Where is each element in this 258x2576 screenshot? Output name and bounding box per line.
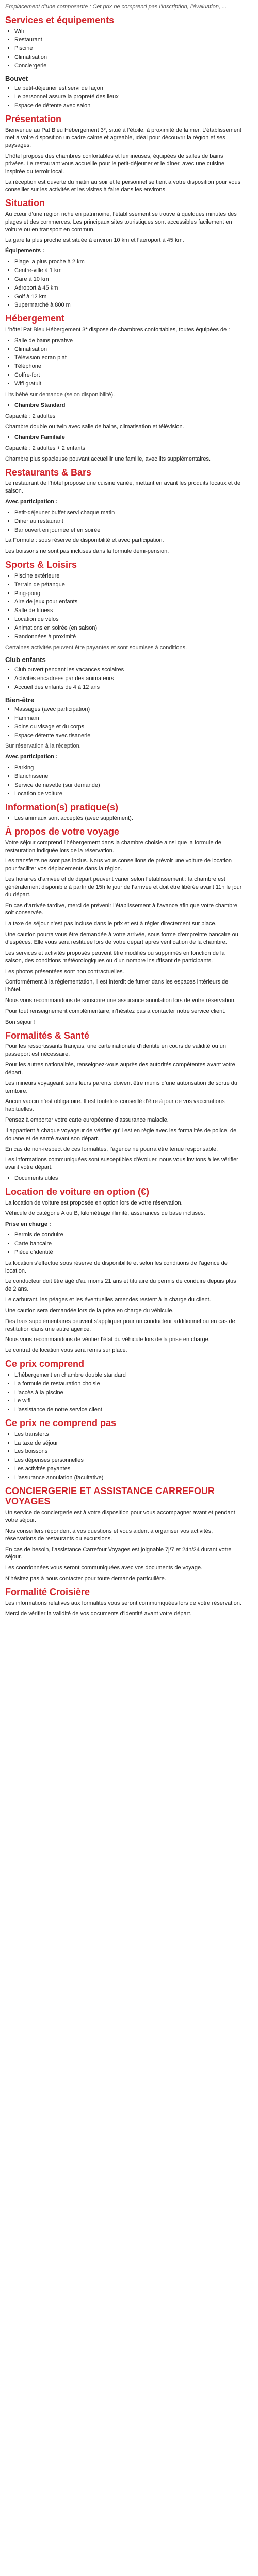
bouvet-list [5,84,243,110]
paragraph: L’hôtel Pat Bleu Hébergement 3* dispose de chambres confortables, toutes équipées de : [5,326,230,333]
paragraph: Les photos présentées sont non contractuelles. [5,968,124,975]
list-item: • Petit-déjeuner buffet servi chaque matin [14,509,243,517]
list-item: • Climatisation [14,54,243,61]
paragraph: Le contrat de location vous sera remis sur place. [5,1347,127,1354]
list-item: • Wifi [14,28,243,36]
paragraph: Les informations communiquées sont susceptibles d’évoluer, nous vous invitons à les vérifier avant votre départ. [5,1157,238,1171]
list-item: • Club ouvert pendant les vacances scolaires [14,666,243,674]
paragraph: La gare la plus proche est située à environ 10 km et l’aéroport à 45 km. [5,237,184,244]
section-title-sports: Sports & Loisirs [5,560,77,570]
list-item: • Supermarché à 800 m [14,301,243,309]
list-item: • Gare à 10 km [14,276,243,283]
section-title-restaurants: Restaurants & Bars [5,467,92,478]
section-title-conciergerie: CONCIERGERIE ET ASSISTANCE CARREFOUR VOYAGES [5,1485,215,1507]
enfants-list [5,666,243,691]
list-item: • Les transferts [14,1431,243,1438]
list-item: • Aéroport à 45 km [14,284,243,292]
list-item: • Téléphone [14,363,243,370]
paragraph: Bon séjour ! [5,1019,36,1025]
infos-list [5,815,243,822]
paragraph: Merci de vérifier la validité de vos documents d’identité avant votre départ. [5,1611,192,1617]
list-item: • Location de voiture [14,790,243,798]
paragraph: Pour tout renseignement complémentaire, n’hésitez pas à contacter notre service client. [5,1008,226,1014]
paragraph: Nos conseillers répondent à vos questions et vous aident à organiser vos activités, réservations de restaurants ou excursions. [5,1528,213,1542]
paragraph: Une caution pourra vous être demandée à votre arrivée, sous forme d’empreinte bancaire ou d’espèces. Elle vous sera restituée lors de votre départ après vérification de la chambre. [5,931,238,946]
list-item: • Chambre Standard [14,402,243,410]
section-title-apropos: À propos de votre voyage [5,826,120,837]
list-item: • Piscine [14,45,243,53]
list-item: • Les activités payantes [14,1465,243,1473]
list-item: • La taxe de séjour [14,1439,243,1447]
list-item: • Documents utiles [14,1175,243,1182]
necomprend-list [5,1431,243,1482]
section-title-presentation: Présentation [5,113,62,124]
section-title-location: Location de voiture en option (€) [5,1186,149,1197]
paragraph: Le carburant, les péages et les éventuelles amendes restent à la charge du client. [5,1297,211,1303]
list-item: • Le wifi [14,1397,243,1405]
aussi-list [5,764,243,798]
note: Sur réservation à la réception. [5,743,81,750]
list-item: • L’accès à la piscine [14,1389,243,1397]
paragraph: La Formule : sous réserve de disponibilité et avec participation. [5,537,164,544]
paragraph: Au cœur d’une région riche en patrimoine, l’établissement se trouve à quelques minutes des plages et des commerces. Les principaux sites touristiques sont accessibles facilement en voiture ou en transport en commun. [5,211,237,233]
section-title-hebergement: Hébergement [5,313,65,324]
restaurants-list [5,509,243,534]
paragraph: Les services et activités proposés peuvent être modifiés ou supprimés en fonction de la saison, des conditions météorologiques ou d’un nombre insuffisant de participants. [5,950,225,964]
list-item: • Salle de bains privative [14,337,243,345]
paragraph: Le conducteur doit être âgé d’au moins 21 ans et titulaire du permis de conduire depuis plus de 2 ans. [5,1278,236,1293]
paragraph: En cas de besoin, l’assistance Carrefour Voyages est joignable 7j/7 et 24h/24 durant votre séjour. [5,1546,232,1561]
paragraph: Les boissons ne sont pas incluses dans la formule demi-pension. [5,548,169,555]
paragraph: L’hôtel propose des chambres confortables et lumineuses, équipées de salles de bains privées. Le restaurant vous accueille pour le petit-déjeuner et le dîner, avec une cuisine inspirée du terroir local. [5,153,224,175]
list-item: • Le personnel assure la propreté des lieux [14,93,243,101]
list-item: • Activités encadrées par des animateurs [14,675,243,683]
paragraph: En cas de non-respect de ces formalités, l’agence ne pourra être tenue responsable. [5,1146,218,1153]
list-item: • Location de vélos [14,616,243,623]
list-item: • Parking [14,764,243,772]
paragraph: La location de voiture est proposée en option lors de votre réservation. [5,1199,183,1206]
bienetre-list [5,706,243,739]
paragraph: Pour les ressortissants français, une carte nationale d’identité en cours de validité ou un passeport est nécessaire. [5,1043,227,1058]
paragraph: Capacité : 2 adultes + 2 enfants [5,445,86,452]
paragraph: Aucun vaccin n’est obligatoire. Il est toutefois conseillé d’être à jour de vos vaccinations habituelles. [5,1098,225,1113]
list-item: • Soins du visage et du corps [14,723,243,731]
list-item: • Espace de détente avec salon [14,102,243,110]
list-item: • Coffre-fort [14,371,243,379]
note: Lits bébé sur demande (selon disponibilité). [5,391,115,398]
label: Avec participation : [5,499,58,505]
chambre-list-2 [5,434,243,442]
paragraph: Il appartient à chaque voyageur de vérifier qu’il est en règle avec les formalités de police, de douane et de santé avant son départ. [5,1127,237,1142]
label: Équipements : [5,248,44,255]
note: Certaines activités peuvent être payantes et sont soumises à conditions. [5,644,187,651]
formalites-list [5,1175,243,1182]
list-item: • L’assurance annulation (facultative) [14,1474,243,1482]
list-item: • Blanchisserie [14,773,243,781]
list-item: • Piscine extérieure [14,572,243,580]
list-item: • Accueil des enfants de 4 à 12 ans [14,684,243,691]
list-item: • Hammam [14,715,243,722]
sports-list [5,572,243,641]
paragraph: Votre séjour comprend l’hébergement dans la chambre choisie ainsi que la formule de restauration indiquée lors de la réservation. [5,839,221,854]
paragraph: La location s’effectue sous réserve de disponibilité et selon les conditions de l’agence de location. [5,1260,228,1274]
paragraph: Les transferts ne sont pas inclus. Nous vous conseillons de prévoir une voiture de location pour faciliter vos déplacements dans la région. [5,858,232,872]
list-item: • La formule de restauration choisie [14,1380,243,1388]
paragraph: La taxe de séjour n’est pas incluse dans le prix et est à régler directement sur place. [5,921,217,927]
paragraph: Capacité : 2 adultes [5,413,56,419]
list-item: • Wifi gratuit [14,380,243,388]
paragraph: En cas d’arrivée tardive, merci de prévenir l’établissement à l’avance afin que votre chambre soit conservée. [5,902,237,917]
services-list [5,28,243,70]
list-item: • Ping-pong [14,590,243,598]
list-item: • L’assistance de notre service client [14,1406,243,1414]
section-title-formalites: Formalités & Santé [5,1030,90,1041]
paragraph: Chambre plus spacieuse pouvant accueillir une famille, avec lits supplémentaires. [5,455,211,462]
chambre-list [5,402,243,410]
section-title-bouvet: Bouvet [5,74,28,82]
list-item: • L’hébergement en chambre double standard [14,1371,243,1379]
paragraph: Pensez à emporter votre carte européenne d’assurance maladie. [5,1117,169,1124]
location-list [5,1231,243,1257]
paragraph: Nous vous recommandons de vérifier l’état du véhicule lors de la prise en charge. [5,1336,210,1343]
list-item: • Permis de conduire [14,1231,243,1239]
list-item: • Les dépenses personnelles [14,1456,243,1464]
list-item: • Climatisation [14,346,243,353]
hebergement-list [5,337,243,388]
section-title-services: Services et équipements [5,14,115,25]
paragraph: Le restaurant de l’hôtel propose une cuisine variée, mettant en avant les produits locaux et de saison. [5,480,241,495]
paragraph: Nous vous recommandons de souscrire une assurance annulation lors de votre réservation. [5,997,236,1004]
comprend-list [5,1371,243,1414]
section-title-infos: Information(s) pratique(s) [5,802,118,812]
list-item: • Terrain de pétanque [14,581,243,589]
paragraph: La réception est ouverte du matin au soir et le personnel se tient à votre disposition pour vous conseiller sur les activités et les visites à faire dans les environs. [5,179,241,193]
paragraph: Les mineurs voyageant sans leurs parents doivent être munis d’une autorisation de sortie du territoire. [5,1080,238,1094]
label: Avec participation : [5,754,58,760]
list-item: • Carte bancaire [14,1240,243,1248]
intro-text: Emplacement d’une composante : Cet prix ne comprend pas l’inscription, l’évaluation, ... [5,4,227,10]
list-item: • Restaurant [14,36,243,44]
label: Prise en charge : [5,1221,51,1228]
paragraph: Des frais supplémentaires peuvent s’appliquer pour un conducteur additionnel ou en cas de restitution dans une autre agence. [5,1318,235,1332]
list-item: • Pièce d’identité [14,1249,243,1257]
list-item: • Massages (avec participation) [14,706,243,714]
list-item: • Salle de fitness [14,607,243,615]
list-item: • Animations en soirée (en saison) [14,624,243,632]
list-item: • Randonnées à proximité [14,633,243,641]
paragraph: Les coordonnées vous seront communiquées avec vos documents de voyage. [5,1565,203,1571]
situation-list [5,258,243,309]
paragraph: Une caution sera demandée lors de la prise en charge du véhicule. [5,1307,174,1314]
paragraph: Les informations relatives aux formalités vous seront communiquées lors de votre réservation. [5,1600,241,1606]
list-item: • Télévision écran plat [14,354,243,362]
list-item: • Plage la plus proche à 2 km [14,258,243,266]
list-item: • Espace détente avec tisanerie [14,732,243,740]
section-title-enfants: Club enfants [5,656,46,664]
list-item: • Centre-ville à 1 km [14,267,243,275]
list-item: • Golf à 12 km [14,293,243,301]
section-title-bienetre: Bien-être [5,696,35,704]
section-title-comprend: Ce prix comprend [5,1359,85,1369]
list-item: • Bar ouvert en journée et en soirée [14,527,243,534]
paragraph: Pour les autres nationalités, renseignez-vous auprès des autorités compétentes avant votre départ. [5,1061,235,1076]
list-item: • Service de navette (sur demande) [14,782,243,789]
paragraph: Chambre double ou twin avec salle de bains, climatisation et télévision. [5,423,184,430]
paragraph: Un service de conciergerie est à votre disposition pour vous accompagner avant et pendant votre séjour. [5,1510,235,1524]
list-item: • Les boissons [14,1448,243,1455]
list-item: • Chambre Familiale [14,434,243,442]
section-title-situation: Situation [5,198,45,209]
list-item: • Aire de jeux pour enfants [14,598,243,606]
list-item: • Le petit-déjeuner est servi de façon [14,84,243,92]
paragraph: Les horaires d’arrivée et de départ peuvent varier selon l’établissement : la chambre est généralement disponible à partir de 15h le jour de l’arrivée et doit être libérée avant 11h le jour du départ. [5,876,242,898]
list-item: • Les animaux sont acceptés (avec supplément). [14,815,243,822]
section-title-necomprend: Ce prix ne comprend pas [5,1418,117,1429]
paragraph: N’hésitez pas à nous contacter pour toute demande particulière. [5,1575,166,1582]
list-item: • Dîner au restaurant [14,518,243,526]
list-item: • Conciergerie [14,62,243,70]
paragraph: Conformément à la réglementation, il est interdit de fumer dans les espaces intérieurs de l’hôtel. [5,979,229,993]
section-title-formalite-croisiere: Formalité Croisière [5,1586,90,1597]
paragraph: Bienvenue au Pat Bleu Hébergement 3*, situé à l’étoile, à proximité de la mer. L’établissement met à votre disposition un cadre calme et agréable, idéal pour découvrir la région et ses paysages. [5,127,241,149]
paragraph: Véhicule de catégorie A ou B, kilométrage illimité, assurances de base incluses. [5,1210,205,1217]
